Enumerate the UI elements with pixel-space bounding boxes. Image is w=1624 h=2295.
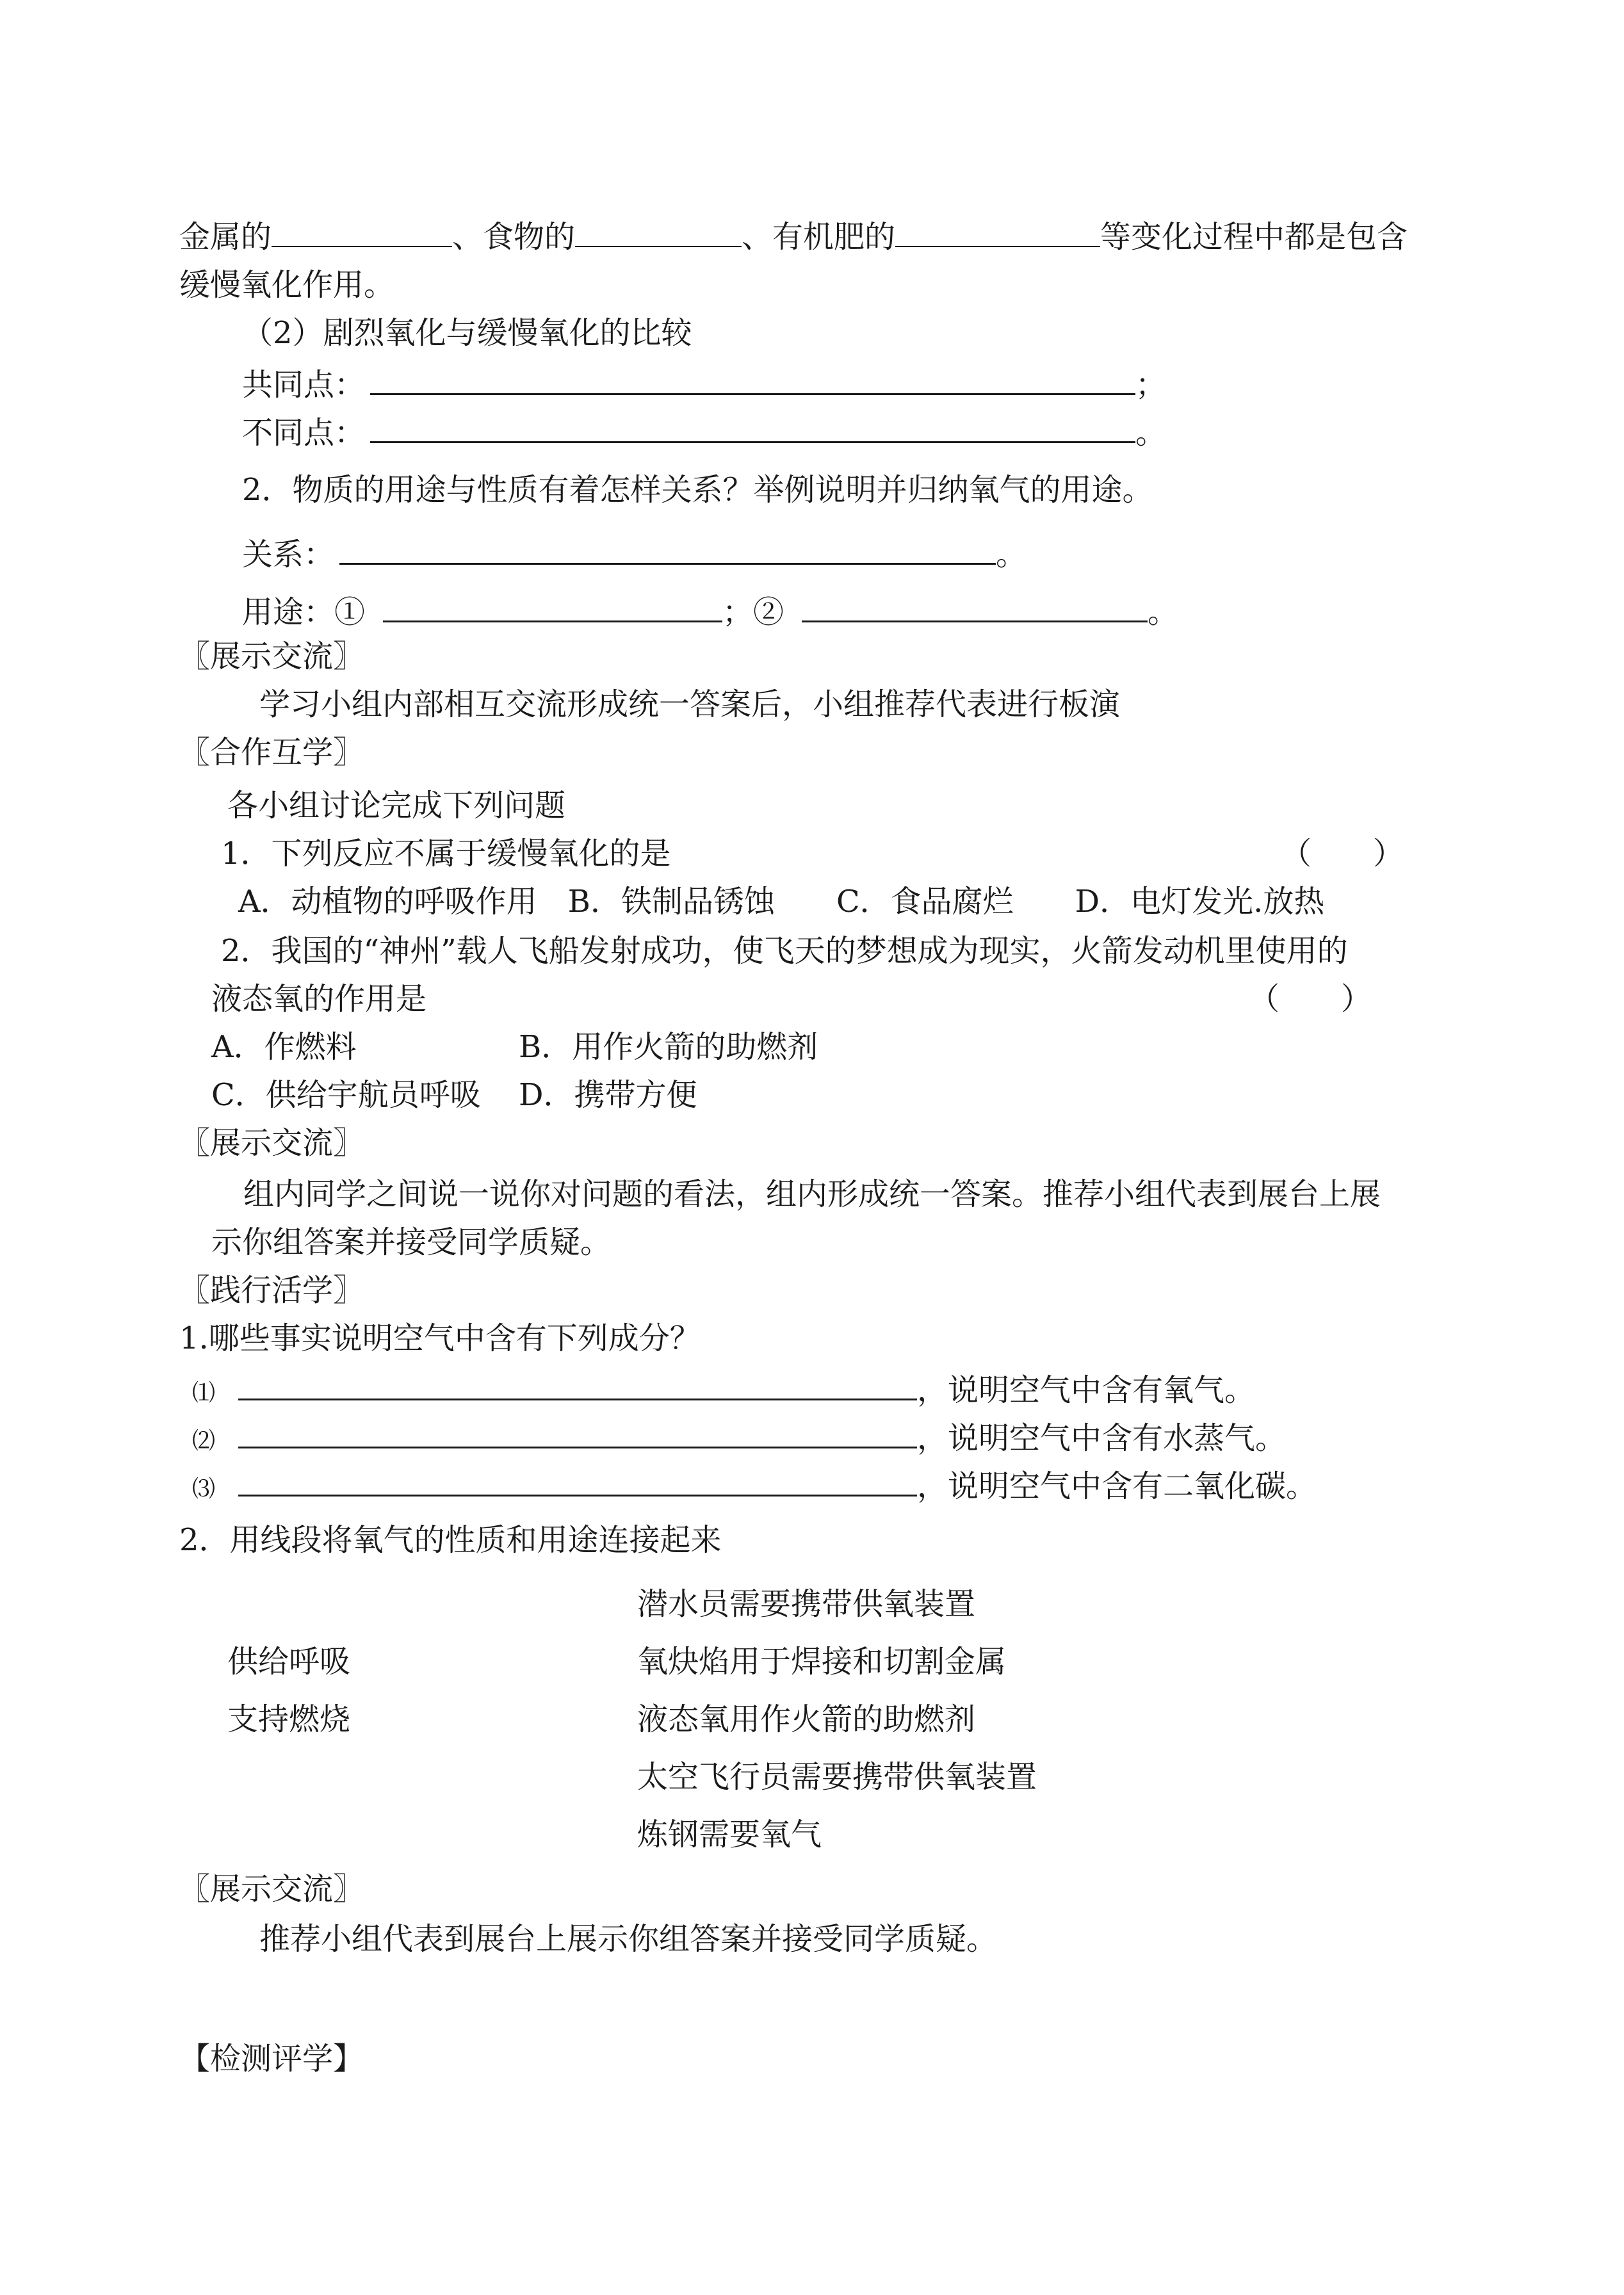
option-b: B．用作火箭的助燃剂 xyxy=(519,1029,818,1065)
practice-item-1 xyxy=(192,1370,1255,1413)
diff-row xyxy=(242,413,1166,452)
practice-heading: 〖践行活学〗 xyxy=(179,1272,364,1308)
use-steelmaking[interactable]: 炼钢需要氧气 xyxy=(637,1817,822,1853)
practice-item-2 xyxy=(192,1418,1286,1461)
fill-blank-line-1 xyxy=(179,218,1408,256)
coop-q2-line1: 2．我国的“神州”载人飞船发射成功，使飞天的梦想成为现实，火箭发动机里使用的 xyxy=(221,933,1348,969)
text-fertilizer: 、有机肥的 xyxy=(742,219,896,255)
fill-blank-line-2: 缓慢氧化作用。 xyxy=(179,267,395,303)
use-blank-1[interactable] xyxy=(383,592,722,622)
same-label: 共同点： xyxy=(242,367,366,403)
item-blank-3[interactable] xyxy=(238,1466,917,1496)
coop-q1-paren: （ ） xyxy=(1281,836,1404,872)
use-welding[interactable]: 氧炔焰用于焊接和切割金属 xyxy=(637,1644,1007,1680)
practice-q1: 1.哪些事实说明空气中含有下列成分？ xyxy=(179,1320,701,1356)
property-combustion[interactable]: 支持燃烧 xyxy=(227,1701,351,1737)
show-text-2-line2: 示你组答案并接受同学质疑。 xyxy=(211,1224,612,1260)
item-tail-2: ，说明空气中含有水蒸气。 xyxy=(917,1420,1287,1456)
show-heading-3: 〖展示交流〗 xyxy=(179,1871,364,1907)
coop-q1-options: A．动植物的呼吸作用 B．铁制品锈蚀 C．食品腐烂 D．电灯发光.放热 xyxy=(238,884,1325,920)
option-d: D．携带方便 xyxy=(519,1077,697,1113)
item-blank-2[interactable] xyxy=(238,1418,917,1448)
show-text-1: 学习小组内部相互交流形成统一答案后，小组推荐代表进行板演 xyxy=(259,686,1121,722)
use-row xyxy=(242,592,1178,631)
use-label: 用途：① xyxy=(242,594,366,630)
practice-q2: 2．用线段将氧气的性质和用途连接起来 xyxy=(179,1522,722,1558)
show-text-3: 推荐小组代表到展台上展示你组答案并接受同学质疑。 xyxy=(259,1921,998,1957)
use-diver[interactable]: 潜水员需要携带供氧装置 xyxy=(637,1586,976,1622)
item-number-3: ⑶ xyxy=(192,1476,216,1502)
text-process: 等变化过程中都是包含 xyxy=(1100,219,1408,255)
diff-label: 不同点： xyxy=(242,415,366,451)
test-heading: 【检测评学】 xyxy=(179,2041,364,2077)
item-tail-1: ，说明空气中含有氧气。 xyxy=(917,1372,1256,1408)
coop-heading: 〖合作互学〗 xyxy=(179,734,364,770)
item-number-2: ⑵ xyxy=(192,1428,216,1454)
diff-end: 。 xyxy=(1135,415,1167,451)
relation-blank[interactable] xyxy=(339,535,996,565)
blank-fertilizer[interactable] xyxy=(895,218,1100,247)
use-blank-2[interactable] xyxy=(802,592,1148,622)
same-blank[interactable] xyxy=(370,365,1135,395)
option-a: A．作燃料 xyxy=(211,1029,357,1065)
item-tail-3: ，说明空气中含有二氧化碳。 xyxy=(917,1468,1317,1504)
property-breathing[interactable]: 供给呼吸 xyxy=(227,1644,351,1680)
relation-end: 。 xyxy=(996,537,1027,572)
relation-row xyxy=(242,535,1027,574)
coop-q1: 1．下列反应不属于缓慢氧化的是 xyxy=(221,836,671,872)
item-blank-1[interactable] xyxy=(238,1370,917,1400)
text-metal: 金属的 xyxy=(179,219,272,255)
same-end: ； xyxy=(1135,367,1167,403)
diff-blank[interactable] xyxy=(370,413,1135,443)
item-number-1: ⑴ xyxy=(192,1380,216,1406)
practice-item-3 xyxy=(192,1466,1317,1509)
text-food: 、食物的 xyxy=(452,219,576,255)
use-rocket[interactable]: 液态氧用作火箭的助燃剂 xyxy=(637,1701,976,1737)
option-c: C．供给宇航员呼吸 xyxy=(211,1077,481,1113)
coop-q2-paren: （ ） xyxy=(1249,981,1372,1017)
show-text-2-line1: 组内同学之间说一说你对问题的看法，组内形成统一答案。推荐小组代表到展台上展 xyxy=(243,1176,1381,1212)
coop-intro: 各小组讨论完成下列问题 xyxy=(227,788,566,823)
show-heading-1: 〖展示交流〗 xyxy=(179,638,364,674)
coop-q2-line2: 液态氧的作用是 xyxy=(211,981,427,1017)
use-end: 。 xyxy=(1148,594,1179,630)
use-astronaut[interactable]: 太空飞行员需要携带供氧装置 xyxy=(637,1759,1037,1795)
compare-heading: （2）剧烈氧化与缓慢氧化的比较 xyxy=(242,315,692,351)
same-row xyxy=(242,365,1166,404)
q2-question: 2．物质的用途与性质有着怎样关系？举例说明并归纳氧气的用途。 xyxy=(242,472,1153,508)
show-heading-2: 〖展示交流〗 xyxy=(179,1125,364,1161)
blank-metal[interactable] xyxy=(272,218,452,247)
use-mid: ；② xyxy=(722,594,784,630)
relation-label: 关系： xyxy=(242,537,335,572)
blank-food[interactable] xyxy=(575,218,742,247)
